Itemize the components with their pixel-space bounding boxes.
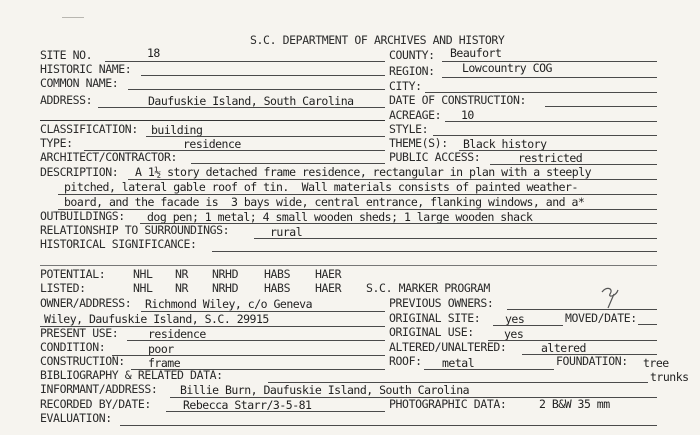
blank-line-1 bbox=[40, 265, 657, 266]
listed-haer: HAER bbox=[315, 281, 342, 295]
architect-line bbox=[191, 163, 385, 164]
county-value: Beaufort bbox=[450, 46, 502, 60]
historic-name-label: HISTORIC NAME: bbox=[40, 62, 132, 76]
foundation-value: tree bbox=[643, 356, 669, 370]
construction-date-label: DATE OF CONSTRUCTION: bbox=[389, 93, 526, 107]
listed-nrhd: NRHD bbox=[212, 281, 239, 295]
roof-value: metal bbox=[442, 356, 475, 370]
present-use-value: residence bbox=[148, 327, 206, 341]
style-label: STYLE: bbox=[389, 122, 429, 136]
relationship-value: rural bbox=[270, 225, 303, 239]
foundation-value-2: trunks bbox=[650, 370, 689, 384]
common-name-line bbox=[128, 89, 385, 90]
description-label: DESCRIPTION: bbox=[40, 165, 119, 179]
description-line-1: A 1½ story detached frame residence, rectangular in plan with a steeply bbox=[135, 165, 592, 179]
handwritten-mark bbox=[596, 284, 626, 310]
previous-owners-line bbox=[507, 309, 657, 310]
evaluation-label: EVALUATION: bbox=[40, 411, 112, 425]
construction-date-line bbox=[545, 106, 657, 107]
acreage-value: 10 bbox=[461, 108, 474, 122]
altered-label: ALTERED/UNALTERED: bbox=[389, 340, 507, 354]
common-name-label: COMMON NAME: bbox=[40, 76, 119, 90]
region-value: Lowcountry COG bbox=[462, 61, 552, 75]
potential-haer: HAER bbox=[315, 267, 342, 281]
original-use-value: yes bbox=[504, 327, 524, 341]
section-rule-1 bbox=[40, 120, 385, 121]
city-label: CITY: bbox=[389, 79, 422, 93]
altered-value: altered bbox=[541, 341, 586, 355]
outbuildings-label: OUTBUILDINGS: bbox=[40, 209, 125, 223]
recorded-label: RECORDED BY/DATE: bbox=[40, 397, 151, 411]
informant-value: Billie Burn, Daufuskie Island, South Carolina bbox=[180, 383, 470, 397]
public-access-value: restricted bbox=[518, 151, 583, 165]
informant-label: INFORMANT/ADDRESS: bbox=[40, 382, 158, 396]
outbuildings-value: dog pen; 1 metal; 4 small wooden sheds; 1 large wooden shack bbox=[147, 210, 533, 224]
site-no-label: SITE NO. bbox=[40, 48, 93, 62]
present-use-line bbox=[127, 340, 385, 341]
potential-label: POTENTIAL: bbox=[40, 267, 106, 281]
roof-line bbox=[424, 369, 554, 370]
photo-label: PHOTOGRAPHIC DATA: bbox=[389, 397, 507, 411]
address-value: Daufuskie Island, South Carolina bbox=[148, 94, 354, 108]
agency-header: S.C. DEPARTMENT OF ARCHIVES AND HISTORY bbox=[250, 33, 505, 47]
public-access-label: PUBLIC ACCESS: bbox=[389, 150, 481, 164]
type-value: residence bbox=[183, 137, 241, 151]
evaluation-line bbox=[120, 425, 657, 426]
site-no-line bbox=[105, 61, 385, 62]
county-label: COUNTY: bbox=[389, 48, 435, 62]
listed-nhl: NHL bbox=[133, 281, 153, 295]
relationship-label: RELATIONSHIP TO SURROUNDINGS: bbox=[40, 223, 230, 237]
theme-label: THEME(S): bbox=[389, 136, 448, 150]
owner-value-2: Wiley, Daufuskie Island, S.C. 29915 bbox=[44, 312, 269, 326]
condition-value: poor bbox=[148, 342, 174, 356]
architect-label: ARCHITECT/CONTRACTOR: bbox=[40, 150, 177, 164]
listed-label: LISTED: bbox=[40, 281, 86, 295]
original-use-label: ORIGINAL USE: bbox=[389, 325, 474, 339]
present-use-label: PRESENT USE: bbox=[40, 326, 119, 340]
original-site-value: yes bbox=[505, 312, 525, 326]
foundation-label: FOUNDATION: bbox=[556, 354, 628, 368]
address-label: ADDRESS: bbox=[40, 93, 93, 107]
potential-nrhd: NRHD bbox=[212, 267, 239, 281]
owner-value-1: Richmond Wiley, c/o Geneva bbox=[145, 297, 313, 311]
acreage-line bbox=[445, 121, 657, 122]
classification-value: building bbox=[151, 123, 203, 137]
region-label: REGION: bbox=[389, 64, 435, 78]
original-site-label: ORIGINAL SITE: bbox=[389, 311, 481, 325]
marker-program: S.C. MARKER PROGRAM bbox=[366, 281, 490, 295]
condition-label: CONDITION: bbox=[40, 340, 106, 354]
classification-label: CLASSIFICATION: bbox=[40, 122, 138, 136]
site-no-value: 18 bbox=[147, 46, 160, 60]
classification-line bbox=[146, 136, 385, 137]
style-line bbox=[433, 135, 657, 136]
photo-value: 2 B&W 35 mm bbox=[539, 397, 610, 411]
potential-nhl: NHL bbox=[133, 267, 153, 281]
original-site-line bbox=[493, 325, 563, 326]
listed-nr: NR bbox=[175, 281, 189, 295]
relationship-line bbox=[254, 238, 657, 239]
recorded-value: Rebecca Starr/3-5-81 bbox=[183, 398, 312, 412]
potential-nr: NR bbox=[175, 267, 189, 281]
top-mark bbox=[62, 17, 84, 18]
moved-date-label: MOVED/DATE: bbox=[565, 311, 637, 325]
recorded-line bbox=[166, 411, 385, 412]
historic-name-line bbox=[141, 75, 385, 76]
moved-date-line bbox=[638, 324, 657, 325]
address-line bbox=[98, 107, 385, 108]
roof-label: ROOF: bbox=[389, 354, 422, 368]
previous-owners-label: PREVIOUS OWNERS: bbox=[389, 296, 494, 310]
theme-value: Black history bbox=[463, 137, 547, 151]
construction-label: CONSTRUCTION: bbox=[40, 354, 125, 368]
acreage-label: ACREAGE: bbox=[389, 108, 442, 122]
significance-label: HISTORICAL SIGNIFICANCE: bbox=[40, 237, 197, 251]
bibliography-label: BIBLIOGRAPHY & RELATED DATA: bbox=[40, 368, 223, 382]
description-line-2: pitched, lateral gable roof of tin. Wall materials consists of painted weather- bbox=[64, 180, 578, 194]
potential-habs: HABS bbox=[264, 267, 291, 281]
owner-label: OWNER/ADDRESS: bbox=[40, 296, 132, 310]
listed-habs: HABS bbox=[264, 281, 291, 295]
description-line-3: board, and the facade is 3 bays wide, central entrance, flanking windows, and a* bbox=[64, 195, 585, 209]
type-label: TYPE: bbox=[40, 136, 73, 150]
significance-line bbox=[212, 251, 657, 252]
region-line bbox=[442, 77, 657, 78]
construction-value: frame bbox=[148, 356, 181, 370]
